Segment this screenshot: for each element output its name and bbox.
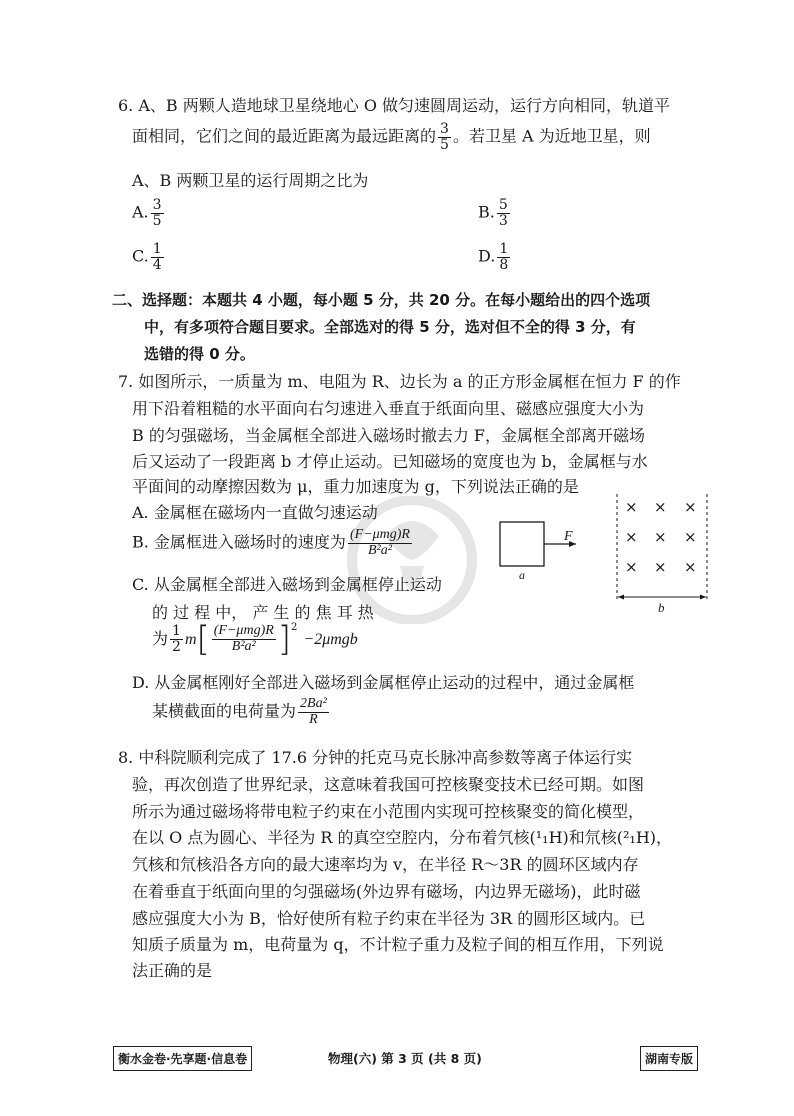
field-cross: × (625, 498, 638, 516)
q6-line1: 6. A、B 两颗人造地球卫星绕地心 O 做匀速圆周运动，运行方向相同，轨道平 (118, 96, 671, 115)
q6-option-a[interactable] (132, 198, 166, 228)
field-cross: × (654, 528, 667, 546)
width-arrowhead-right (700, 595, 706, 600)
q7-c-half-num: 1 (172, 623, 181, 640)
field-cross: × (684, 558, 697, 576)
q6-line2-a: 面相同，它们之间的最近距离为最远距离的 (132, 126, 437, 146)
metal-frame (500, 522, 544, 566)
q7-option-c-line2: 的 过 程 中， 产 生 的 焦 耳 热 (152, 603, 374, 622)
q7-line4: 后又运动了一段距离 b 才停止运动。已知磁场的宽度也为 b，金属框与水 (132, 452, 648, 471)
q8-line6: 在着垂直于纸面向里的匀强磁场(外边界有磁场，内边界无磁场)，此时磁 (132, 882, 641, 901)
section2-line1: 二、选择题：本题共 4 小题，每小题 5 分，共 20 分。在每小题给出的四个选项 (112, 291, 651, 309)
q7-option-b[interactable] (132, 528, 414, 558)
option-label: D. (478, 246, 496, 266)
q6-line3: A、B 两颗卫星的运行周期之比为 (132, 171, 369, 190)
option-den: 5 (152, 212, 162, 229)
q6-line2 (132, 122, 651, 152)
field-cross: × (625, 528, 638, 546)
field-cross: × (625, 558, 638, 576)
left-bracket: [ (196, 619, 210, 660)
footer-page-number: 物理(六) 第 3 页 (共 8 页) (328, 1051, 482, 1066)
q8-line5: 氕核和氘核沿各方向的最大速率均为 v，在半径 R～3R 的圆环区域内存 (132, 855, 639, 874)
q7-c-inner-num: (F−μmg)R (213, 623, 274, 639)
q7-option-b-text: B. 金属框进入磁场时的速度为 (132, 532, 346, 552)
field-crosses (625, 498, 697, 576)
q7-option-d-den: R (309, 711, 318, 727)
option-den: 3 (498, 212, 508, 229)
force-label: F (564, 529, 573, 544)
q7-option-c-line1[interactable]: C. 从金属框全部进入磁场到金属框停止运动 (132, 575, 442, 594)
q7-option-b-den: B²a² (367, 542, 392, 558)
q8-line8: 知质子质量为 m，电荷量为 q，不计粒子重力及粒子间的相互作用，下列说 (132, 935, 664, 954)
q8-line4: 在以 O 点为圆心、半径为 R 的真空空腔内，分布着氕核(¹₁H)和氘核(²₁H)， (132, 828, 673, 847)
field-cross: × (654, 498, 667, 516)
q6-option-b[interactable] (478, 198, 512, 228)
option-num: 1 (499, 241, 509, 257)
q7-option-d-text: 某横截面的电荷量为 (152, 701, 297, 721)
option-num: 3 (152, 197, 162, 213)
option-label: A. (132, 202, 149, 222)
q6-fraction-num: 3 (440, 121, 449, 137)
q6-option-d[interactable] (478, 242, 512, 272)
q8-line3: 所示为通过磁场将带电粒子约束在小范围内实现可控核聚变的简化模型， (132, 802, 645, 821)
q8-line2: 验，再次创造了世界纪录，这意味着我国可控核聚变技术已经可期。如图 (132, 775, 645, 794)
side-label: a (519, 568, 525, 582)
footer-edition-label: 湖南专版 (640, 1046, 698, 1071)
option-label: C. (132, 246, 149, 266)
q6-option-c[interactable] (132, 242, 166, 272)
field-cross: × (684, 498, 697, 516)
field-cross: × (684, 528, 697, 546)
section2-line3: 选错的得 0 分。 (144, 345, 255, 363)
q7-c-half-den: 2 (172, 639, 181, 655)
q7-line2: 用下沿着粗糙的水平面向右匀速进入垂直于纸面向里、磁感应强度大小为 (132, 399, 645, 418)
q7-line5: 平面间的动摩擦因数为 μ，重力加速度为 g，下列说法正确的是 (132, 477, 579, 496)
q8-line9: 法正确的是 (132, 961, 213, 980)
q7-c-m: m (184, 631, 197, 648)
width-arrowhead-left (618, 595, 624, 600)
q7-c-pre: 为 (152, 629, 169, 648)
q6-line2-b: 。若卫星 A 为近地卫星，则 (452, 126, 651, 146)
q7-line3: B 的匀强磁场，当金属框全部进入磁场时撤去力 F，金属框全部离开磁场 (132, 426, 646, 445)
width-label: b (658, 600, 665, 615)
field-cross: × (654, 558, 667, 576)
q7-diagram (490, 490, 720, 620)
q7-option-d-line2 (152, 697, 331, 727)
q7-c-inner-den: B²a² (231, 639, 256, 654)
option-den: 8 (499, 256, 509, 273)
right-bracket: ] (277, 619, 292, 660)
q7-option-b-num: (F−μmg)R (349, 527, 410, 542)
option-num: 1 (152, 241, 162, 257)
option-den: 4 (152, 256, 162, 273)
q7-c-square: 2 (291, 622, 298, 633)
q8-line1: 8. 中科院顺利完成了 17.6 分钟的托克马克长脉冲高参数等离子体运行实 (118, 748, 633, 767)
q6-fraction (438, 122, 451, 152)
q7-c-tail: −2μmgb (303, 631, 358, 648)
q7-option-d-line1[interactable]: D. 从金属框刚好全部进入磁场到金属框停止运动的过程中，通过金属框 (132, 673, 635, 692)
q7-option-a[interactable]: A. 金属框在磁场内一直做匀速运动 (132, 503, 378, 522)
option-label: B. (478, 202, 495, 222)
q7-line1: 7. 如图所示，一质量为 m、电阻为 R、边长为 a 的正方形金属框在恒力 F 的作 (118, 372, 681, 391)
footer-series-label: 衡水金卷·先享题·信息卷 (113, 1046, 252, 1071)
q7-option-c-formula (152, 619, 358, 660)
q8-line7: 感应强度大小为 B，恰好使所有粒子约束在半径为 3R 的圆形区域内。已 (132, 909, 646, 928)
section2-line2: 中，有多项符合题目要求。全部选对的得 5 分，选对但不全的得 3 分，有 (144, 318, 636, 336)
q6-fraction-den: 5 (440, 136, 449, 153)
q7-option-d-num: 2Ba² (300, 696, 327, 711)
option-num: 5 (498, 197, 508, 213)
